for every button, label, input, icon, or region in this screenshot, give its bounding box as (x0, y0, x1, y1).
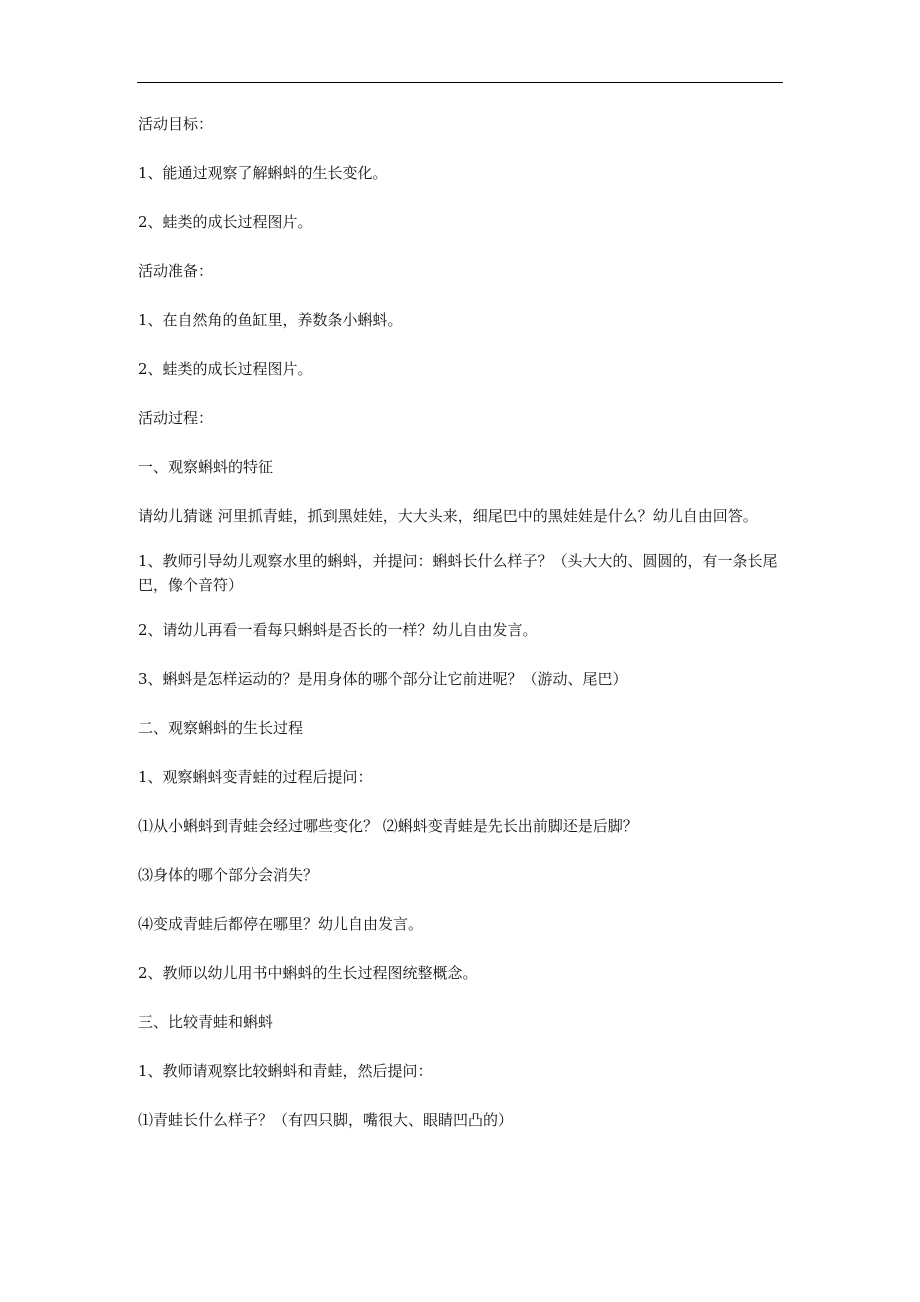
part-2-question-3: ⑶身体的哪个部分会消失？ (138, 866, 319, 884)
part-1-item-2: 2、请幼儿再看一看每只蝌蚪是否长的一样？幼儿自由发言。 (138, 621, 538, 639)
section-heading-process: 活动过程： (138, 409, 214, 427)
process-part-3-heading: 三、比较青蛙和蝌蚪 (138, 1013, 274, 1031)
process-part-2-heading: 二、观察蝌蚪的生长过程 (138, 719, 304, 737)
part-1-item-1: 1、教师引导幼儿观察水里的蝌蚪，并提问：蝌蚪长什么样子？（头大大的、圆圆的，有一条长尾巴，像个音符） (138, 552, 778, 594)
preparation-item-2: 2、蛙类的成长过程图片。 (138, 360, 313, 378)
section-heading-preparation: 活动准备： (138, 262, 214, 280)
riddle-paragraph: 请幼儿猜谜 河里抓青蛙，抓到黑娃娃，大大头来，细尾巴中的黑娃娃是什么？幼儿自由回答。 (138, 507, 758, 525)
preparation-item-1: 1、在自然角的鱼缸里，养数条小蝌蚪。 (138, 311, 403, 329)
objective-item-2: 2、蛙类的成长过程图片。 (138, 213, 313, 231)
document-body (138, 112, 784, 1157)
part-1-item-3: 3、蝌蚪是怎样运动的？是用身体的哪个部分让它前进呢？（游动、尾巴） (138, 670, 628, 688)
part-2-question-4: ⑷变成青蛙后都停在哪里？幼儿自由发言。 (138, 915, 424, 933)
part-2-question-1-2: ⑴从小蝌蚪到青蛙会经过哪些变化？ ⑵蝌蚪变青蛙是先长出前脚还是后脚？ (138, 817, 638, 835)
part-2-item-1: 1、观察蝌蚪变青蛙的过程后提问： (138, 768, 373, 786)
part-3-question-1: ⑴青蛙长什么样子？（有四只脚，嘴很大、眼睛凹凸的） (138, 1111, 514, 1129)
header-rule (137, 82, 783, 83)
process-part-1-heading: 一、观察蝌蚪的特征 (138, 458, 274, 476)
objective-item-1: 1、能通过观察了解蝌蚪的生长变化。 (138, 164, 388, 182)
section-heading-objectives: 活动目标： (138, 115, 214, 133)
part-2-item-2: 2、教师以幼儿用书中蝌蚪的生长过程图统整概念。 (138, 964, 478, 982)
part-3-item-1: 1、教师请观察比较蝌蚪和青蛙，然后提问： (138, 1062, 433, 1080)
